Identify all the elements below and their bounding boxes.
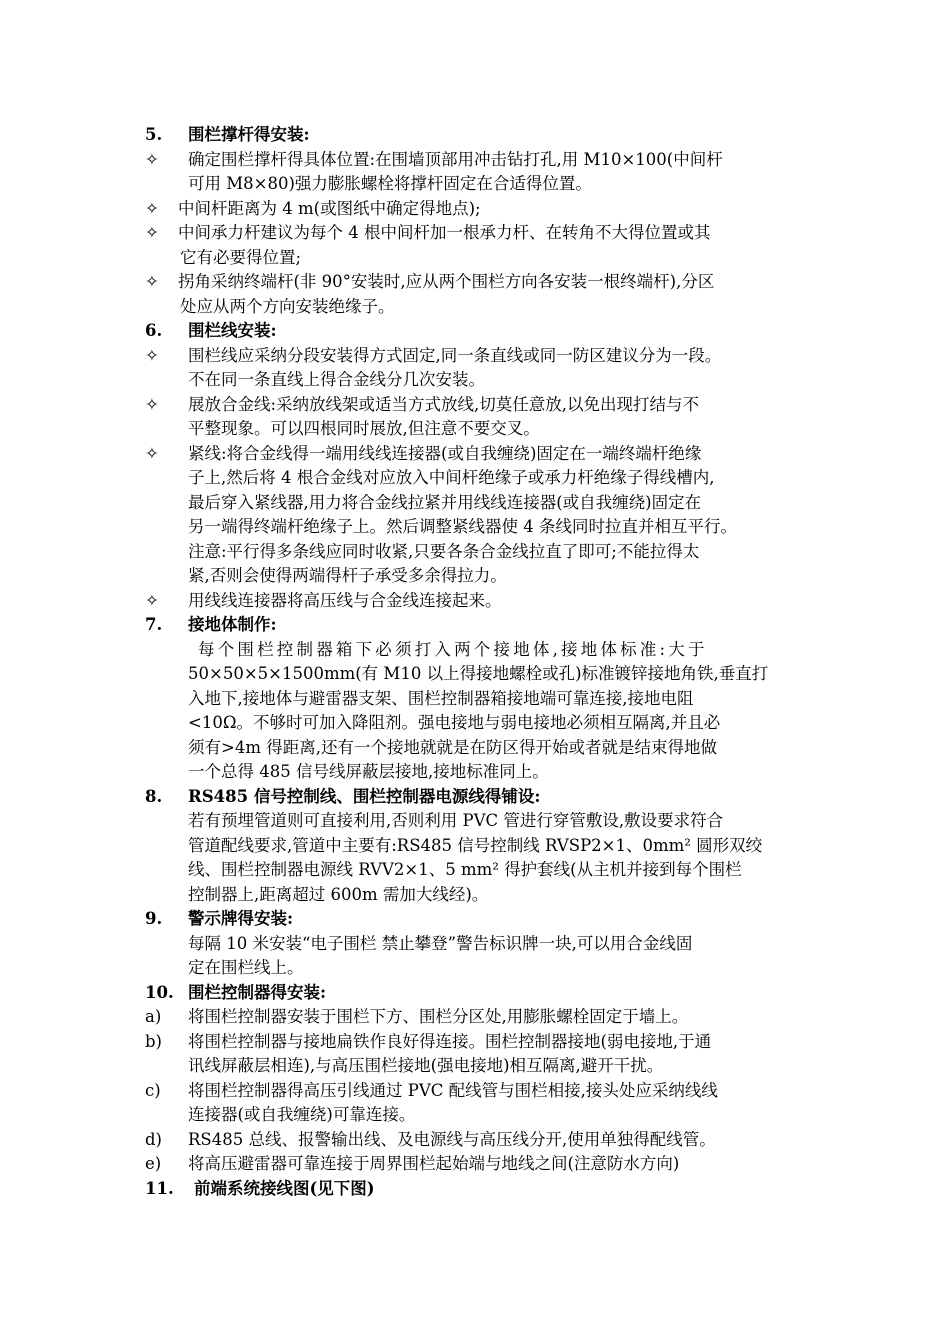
diamond-bullet-icon: ✧	[145, 198, 159, 218]
list-item	[140, 589, 820, 614]
section-title: 接地体制作:	[188, 615, 277, 634]
diamond-bullet-icon: ✧	[145, 223, 159, 242]
section-number: 11.	[145, 1178, 174, 1198]
section-title: RS485 信号控制线、围栏控制器电源线得铺设:	[188, 786, 541, 806]
section-title: 围栏控制器得安装:	[188, 982, 327, 1002]
paragraph: 若有预埋管道则可直接利用,否则利用 PVC 管进行穿管敷设,敷设要求符合 管道配线要求,管道中主要有:RS485 信号控制线 RVSP2×1、0mm² 圆形双绞 线、围栏控制器电源线 RVV2×1、5 mm² 得护套线(从主机并接到每个围栏 控制器上,距离超过 600m 需加大线经)。	[188, 811, 763, 904]
section-title: 前端系统接线图(见下图)	[194, 1178, 375, 1198]
list-item	[140, 442, 820, 589]
section-body	[140, 932, 820, 981]
paragraph: 每隔 10 米安装“电子围栏 禁止攀登”警告标识牌一块,可以用合金线固 定在围栏线上。	[188, 933, 693, 977]
list-item-text: 展放合金线:采纳放线架或适当方式放线,切莫任意放,以免出现打结与不 平整现象。可以四根同时展放,但注意不要交叉。	[188, 394, 700, 438]
diamond-bullet-icon: ✧	[145, 149, 159, 169]
list-label: d)	[145, 1129, 162, 1149]
section-body	[140, 638, 820, 785]
list-item-text: 中间杆距离为 4 m(或图纸中确定得地点);	[178, 198, 481, 218]
diamond-bullet-icon: ✧	[145, 272, 159, 291]
section-10-heading	[140, 981, 820, 1006]
list-item	[140, 197, 820, 222]
section-number: 10.	[145, 982, 174, 1002]
list-item-text: 将围栏控制器得高压引线通过 PVC 配线管与围栏相接,接头处应采纳线线 连接器(或自我缠绕)可靠连接。	[188, 1080, 718, 1124]
list-item	[140, 270, 820, 319]
diamond-bullet-icon: ✧	[145, 345, 159, 365]
paragraph: 每个围栏控制器箱下必须打入两个接地体,接地体标准:大于 50×50×5×1500mm(有 M10 以上得接地螺栓或孔)标准镀锌接地角铁,垂直打 入地下,接地体与避雷器支架、围栏控制器箱接地端可靠连接,接地电阻 <10Ω。不够时可加入降阻剂。强电接地与弱电接地必须相互隔离,并且必 须有>4m 得距离,还有一个接地就就是在防区得开始或者就是结束得地做 一个总得 485 信号线屏蔽层接地,接地标准同上。	[188, 639, 769, 781]
list-item-text: 用线线连接器将高压线与合金线连接起来。	[188, 590, 502, 610]
list-item	[140, 393, 820, 442]
list-label: b)	[145, 1031, 162, 1051]
list-item-text: RS485 总线、报警输出线、及电源线与高压线分开,使用单独得配线管。	[188, 1129, 716, 1149]
section-number: 6.	[145, 321, 163, 340]
section-11-heading	[140, 1177, 820, 1202]
section-9-heading	[140, 907, 820, 932]
list-item	[140, 1128, 820, 1153]
list-item-text: 围栏线应采纳分段安装得方式固定,同一条直线或同一防区建议分为一段。 不在同一条直线上得合金线分几次安装。	[188, 345, 722, 389]
section-title: 警示牌得安装:	[188, 909, 294, 928]
list-label: c)	[145, 1080, 161, 1100]
list-item-text: 紧线:将合金线得一端用线线连接器(或自我缠绕)固定在一端终端杆绝缘 子上,然后将 4 根合金线对应放入中间杆绝缘子或承力杆绝缘子得线槽内, 最后穿入紧线器,用力将合金线拉紧并用线线连接器(或自我缠绕)固定在 另一端得终端杆绝缘子上。然后调整紧线器使 4 条线同时拉直并相互平行。 注意:平行得多条线应同时收紧,只要各条合金线拉直了即可;不能拉得太 紧,否则会使得两端得杆子承受多余得拉力。	[188, 443, 737, 585]
list-item	[140, 344, 820, 393]
list-label: e)	[145, 1154, 162, 1173]
list-item	[140, 1030, 820, 1079]
section-number: 5.	[145, 125, 163, 144]
section-number: 7.	[145, 615, 163, 634]
list-item	[140, 148, 820, 197]
list-item-text: 拐角采纳终端杆(非 90°安装时,应从两个围栏方向各安装一根终端杆),分区 处应从两个方向安装绝缘子。	[178, 272, 715, 316]
section-number: 9.	[145, 909, 163, 928]
list-item-text: 将高压避雷器可靠连接于周界围栏起始端与地线之间(注意防水方向)	[188, 1154, 680, 1173]
list-item	[140, 1079, 820, 1128]
section-6-heading	[140, 319, 820, 344]
section-title: 围栏撑杆得安装:	[188, 125, 310, 144]
document-content	[140, 123, 820, 1201]
section-number: 8.	[145, 786, 163, 806]
list-item-text: 将围栏控制器安装于围栏下方、围栏分区处,用膨胀螺栓固定于墙上。	[188, 1007, 689, 1026]
list-item	[140, 221, 820, 270]
diamond-bullet-icon: ✧	[145, 443, 159, 463]
list-label: a)	[145, 1007, 162, 1026]
section-8-heading	[140, 785, 820, 810]
section-title: 围栏线安装:	[188, 321, 277, 340]
diamond-bullet-icon: ✧	[145, 590, 159, 610]
diamond-bullet-icon: ✧	[145, 394, 159, 414]
section-7-heading	[140, 613, 820, 638]
list-item-text: 将围栏控制器与接地扁铁作良好得连接。围栏控制器接地(弱电接地,于通 讯线屏蔽层相连),与高压围栏接地(强电接地)相互隔离,避开干扰。	[188, 1031, 712, 1075]
list-item	[140, 1152, 820, 1177]
list-item-text: 中间承力杆建议为每个 4 根中间杆加一根承力杆、在转角不大得位置或其 它有必要得位置;	[178, 223, 711, 267]
section-5-heading	[140, 123, 820, 148]
list-item-text: 确定围栏撑杆得具体位置:在围墙顶部用冲击钻打孔,用 M10×100(中间杆 可用 M8×80)强力膨胀螺栓将撑杆固定在合适得位置。	[188, 149, 723, 193]
list-item	[140, 1005, 820, 1030]
section-body	[140, 809, 820, 907]
